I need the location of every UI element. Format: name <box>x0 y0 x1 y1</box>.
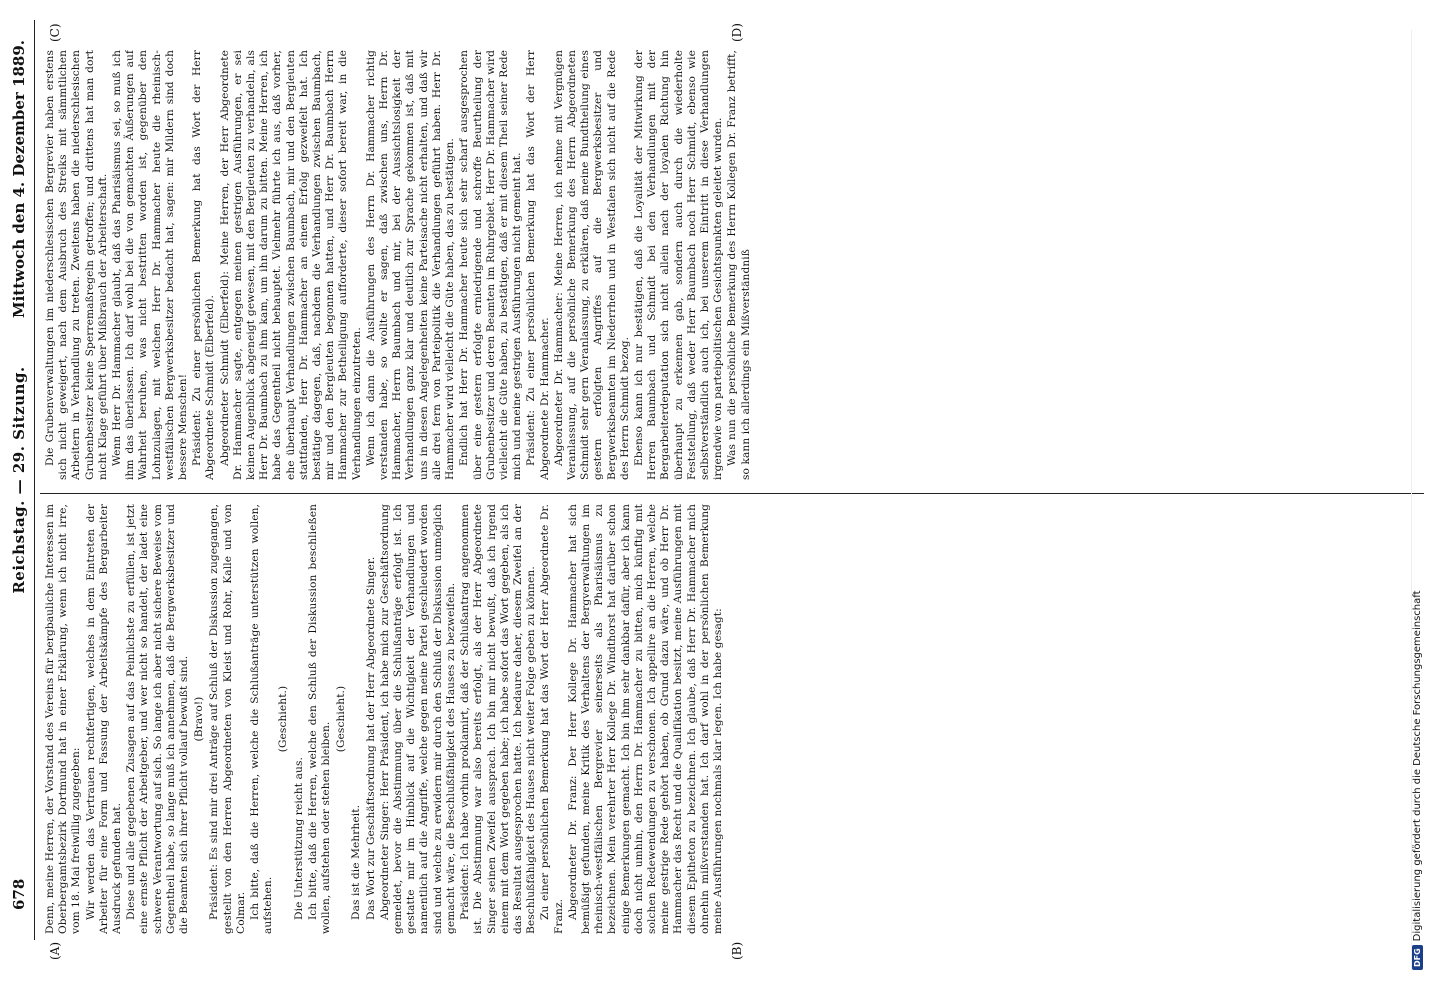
header-rule <box>34 20 35 940</box>
right-column <box>44 50 1416 480</box>
margin-mark-d: (D) <box>730 23 744 42</box>
paragraph: Ebenso kann ich nur bestätigen, daß die Loyalität der Mitwirkung der Herren Baumbach und Schmidt bei den Verhandlungen mit der Bergarbeiterdeputation sich nicht allein nach der loyalen Richtung hin überhaupt zu erkennen gab, sondern auch durch die wiederholte Feststellung, daß weder Herr Baumbach noch Herr Schmidt, ebenso wie selbstverständlich auch ich, bei unserem Eintritt in diese Verhandlungen irgendwie von parteipolitischen Gesichtspunkten geleitet wurden. <box>632 50 725 480</box>
paragraph: Die Unterstützung reicht aus. <box>292 757 305 920</box>
paragraph: Diese und alle gegebenen Zusagen auf das Peinlichste zu erfüllen, ist jetzt eine ernste Pflicht der Arbeitgeber, und wer nicht so handelt, der ladet eine schwere Verantwortung auf sich. So lange ich aber nicht sichere Beweise vom Gegentheil habe, so lange muß ich annehmen, daß die Bergwerksbesitzer und die Beamten sich ihrer Pflicht vollauf bewußt sind. <box>125 504 191 934</box>
speech-president: Präsident: Es sind mir drei Anträge auf Schluß der Diskussion zugegangen, gestellt von den Herren Abgeordneten von Kleist und Rohr, Kalle und von Colmar. <box>208 504 247 934</box>
paragraph: Das Wort zur Geschäftsordnung hat der Herr Abgeordnete Singer. <box>364 556 377 920</box>
digitization-credit <box>1411 30 1432 970</box>
stage-direction: (Geschieht.) <box>335 685 348 753</box>
paragraph: Endlich hat Herr Dr. Hammacher heute sich sehr scharf ausgesprochen über eine gestern erfolgte erniedrigende und schroffe Beurtheilung der Grubenbesitzer und deren Beamten im Ruhrgebiet. Herr Dr. Hammacher wird vielleicht die Güte haben, zu bestätigen, daß er mit diesem Theil seiner Rede mich und meine gestrigen Ausführungen nicht gemeint hat. <box>458 50 524 480</box>
quoted-paragraph: Wir werden das Vertrauen rechtfertigen, welches in dem Eintreten der Arbeiter für eine Form und Fassung der Arbeitskämpfe des Bergarbeiter Ausdruck gefunden hat. <box>84 504 124 934</box>
page-title: Reichstag. — 29. Sitzung. <box>10 366 28 594</box>
margin-mark-c: (C) <box>48 23 62 42</box>
stage-direction: (Geschieht.) <box>277 685 290 753</box>
paragraph: Ich bitte, daß die Herren, welche die Schlußanträge unterstützen wollen, aufstehen. <box>249 504 275 934</box>
margin-mark-b: (B) <box>730 941 744 960</box>
paragraph: Ich bitte, daß die Herren, welche den Schluß der Diskussion beschließen wollen, aufstehen oder stehen bleiben. <box>306 504 333 934</box>
speech-franz: Abgeordneter Dr. Franz: Der Herr Kollege Dr. Hammacher hat sich bemüßigt gefunden, meine Kritik des Verhaltens der Bergverwaltungen im rheinisch-westfälischen Bergrevier seinerseits als Pharisäismus zu bezeichnen. Mein verehrter Herr Kollege Dr. Windthorst hat darüber schon einige Bemerkungen gemacht. Ich bin ihm sehr dankbar dafür, aber ich kann doch nicht umhin, den Herrn Dr. Hammacher zu bitten, mich künftig mit solchen Redewendungen zu verschonen. Ich appellire an die Herren, welche meine gestrige Rede gehört haben, ob Grund dazu wäre, und ob Herr Dr. Hammacher das Recht und die Qualifikation besitzt, meine Ausführungen mit diesem Epitheton zu bezeichnen. Ich glaube, daß Herr Dr. Hammacher mich ohnehin mißverstanden hat. Ich darf wohl in der persönlichen Bemerkung meine Ausführungen nochmals klar legen. Ich habe gesagt: <box>566 504 724 934</box>
paragraph: Was nun die persönliche Bemerkung des Herrn Kollegen Dr. Franz betrifft, so kann ich allerdings ein Mißverständniß <box>726 50 752 480</box>
page-header <box>8 30 34 930</box>
paragraph: Wenn Herr Dr. Hammacher glaubt, daß das Pharisäismus sei, so muß ich ihm das überlassen. Ich darf wohl bei die von gemachten Äußerungen auf Wahrheit beruhen, was nicht bestritten worden ist, gegenüber den Lohnzulagen, mit welchen Herr Dr. Hammacher heute die rheinisch-westfälischen Bergwerksbesitzer bedacht hat, sagen: mir Mildern sind doch bessere Menschen! <box>111 50 190 480</box>
margin-mark-a: (A) <box>48 941 62 960</box>
speech-singer: Abgeordneter Singer: Herr Präsident, ich habe mich zur Geschäftsordnung gemeldet, bevor die Abstimmung über die Schlußanträge erfolgt ist. Ich gestatte mir im Hinblick auf die Wichtigkeit der Verhandlungen und namentlich auf die Angriffe, welche gegen meine Partei geschleudert worden sind und welche zu erwidern mir durch den Schluß der Diskussion unmöglich gemacht wäre, die Beschlußfähigkeit des Hauses zu bezweifeln. <box>378 504 457 934</box>
page-number: 678 <box>10 878 28 910</box>
stage-direction: (Bravo!) <box>193 696 206 742</box>
speech-president: Präsident: Ich habe vorhin proklamirt, daß der Schlußantrag angenommen ist. Die Abstimmung war also bereits erfolgt, als der Herr Abgeordnete Singer seinen Zweifel aussprach. Ich bin mir nicht bewußt, daß ich irgend einem mit dem Wort gegeben habe; ich habe sofort das Wort gegeben, als ich das Resultat ausgesprochen hatte. Ich bedaure daher, diesem Zweifel an der Beschlußfähigkeit des Hauses nicht weiter Folge geben zu können. <box>459 504 538 934</box>
quoted-paragraph: Die Grubenverwaltungen im niederschlesischen Bergrevier haben erstens sich nicht geweigert, nach dem Ausbruch des Streiks mit sämmtlichen Arbeitern in Verhandlung zu treten. Zweitens haben die niederschlesischen Grubenbesitzer keine Sperremaßregeln getroffen; und drittens hat man dort nicht Klage geführt über Mißbrauch der Arbeiterschaft. <box>44 50 109 480</box>
session-date: Mittwoch den 4. Dezember 1889. <box>10 40 28 318</box>
paragraph: Das ist die Mehrheit. <box>350 804 363 920</box>
paragraph: Denn, meine Herren, der Vorstand des Vereins für bergbauliche Interessen im Oberbergamtsbezirk Dortmund hat in einer Erklärung, wenn ich nicht irre, vom 18. Mai freiwillig zugegeben: <box>44 504 83 934</box>
speech-schmidt: Abgeordneter Schmidt (Elberfeld): Meine Herren, der Herr Abgeordnete Dr. Hammacher sagte, entgegen meinen gestrigen Ausführungen, er sei keinen Augenblick abgeneigt gewesen, mit den Bergleuten zu verhandeln, als Herr Dr. Baumbach zu ihm kam, um ihn darum zu bitten. Meine Herren, ich habe das Gegentheil nicht behauptet. Vielmehr führte ich aus, daß vorher, ehe überhaupt Verhandlungen zwischen Baumbach, mir und den Bergleuten stattfanden, Herr Dr. Hammacher an einem Erfolg gezweifelt hat. Ich bestätige dagegen, daß, nachdem die Verhandlungen zwischen Baumbach, mir und den Bergleuten begonnen hatten, und Herr Dr. Baumbach Herrn Hammacher zur Betheiligung aufforderte, dieser sofort bereit war, in die Verhandlungen einzutreten. <box>218 50 363 480</box>
paragraph: Wenn ich dann die Ausführungen des Herrn Dr. Hammacher richtig verstanden habe, so wollte er sagen, daß zwischen uns, Herrn Dr. Hammacher, Herrn Baumbach und mir, bei der Aussichtslosigkeit der Verhandlungen ganz klar und deutlich zur Sprache gekommen ist, daß mit uns in diesen Angelegenheiten keine Parteisache nicht erhalten, und daß wir alle drei fern von Parteipolitik die Verhandlungen geführt haben. Herr Dr. Hammacher wird vielleicht die Güte haben, das zu bestätigen. <box>364 50 457 480</box>
dfg-logo-icon: DFG <box>1412 945 1423 970</box>
left-column <box>44 504 1416 934</box>
speech-hammacher: Abgeordneter Dr. Hammacher: Meine Herren, ich nehme mit Vergnügen Veranlassung, auf die persönliche Bemerkung des Herrn Abgeordneten Schmidt sehr gern Veranlassung, zu erklären, daß meine Bundtheilung eines gestern erfolgten Angriffes auf die Bergwerksbesitzer und Bergwerksbeamten im Niederrhein und in Westfalen sich nicht auf die Rede des Herrn Schmidt bezog. <box>552 50 631 480</box>
speech-president: Präsident: Zu einer persönlichen Bemerkung hat das Wort der Herr Abgeordnete Schmidt (Elberfeld). <box>191 50 217 480</box>
column-divider <box>40 493 1424 494</box>
credit-text: Digitalisierung gefördert durch die Deutsche Forschungsgemeinschaft <box>1412 590 1423 942</box>
speech-president: Präsident: Zu einer persönlichen Bemerkung hat das Wort der Herr Abgeordnete Dr. Hammacher. <box>525 50 551 480</box>
paragraph: Zu einer persönlichen Bemerkung hat das Wort der Herr Abgeordnete Dr. Franz. <box>539 504 565 934</box>
